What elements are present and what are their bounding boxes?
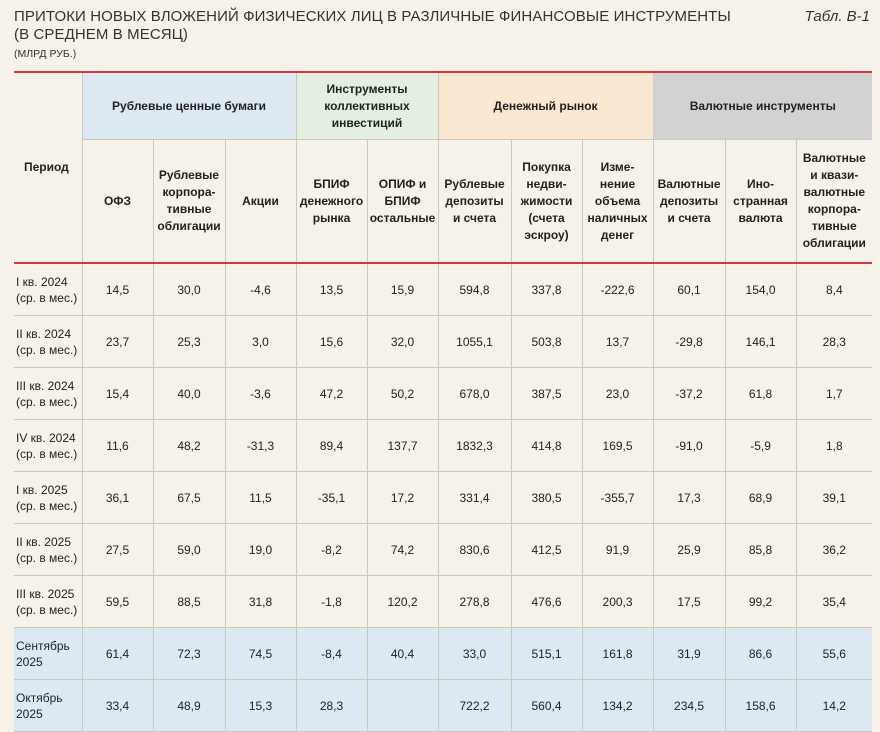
table-cell: 1832,3 xyxy=(438,420,511,472)
inflows-table xyxy=(14,71,872,732)
table-cell: 678,0 xyxy=(438,368,511,420)
row-period-line: I кв. 2024 xyxy=(16,274,68,289)
table-cell: -1,8 xyxy=(296,576,367,628)
table-cell: 15,6 xyxy=(296,316,367,368)
table-cell: 11,6 xyxy=(82,420,153,472)
table-cell: 61,8 xyxy=(725,368,796,420)
row-period-line: (ср. в мес.) xyxy=(16,394,78,409)
table-cell: -91,0 xyxy=(653,420,725,472)
group-collective-investments: Инструменты коллективных инвестиций xyxy=(296,72,438,140)
row-period-line: 2025 xyxy=(16,706,43,721)
table-row xyxy=(14,368,872,420)
col-header-ofz: ОФЗ xyxy=(82,140,153,264)
table-cell: 15,3 xyxy=(225,680,296,732)
table-cell: 154,0 xyxy=(725,263,796,316)
row-period xyxy=(14,524,82,576)
col-header-escrow: Покупка недви-жимости (счета эскроу) xyxy=(511,140,582,264)
table-row xyxy=(14,472,872,524)
row-period-line: (ср. в мес.) xyxy=(16,602,78,617)
table-body xyxy=(14,263,872,732)
table-cell: 31,8 xyxy=(225,576,296,628)
row-period-line: I кв. 2025 xyxy=(16,482,68,497)
table-cell: 36,1 xyxy=(82,472,153,524)
table-cell: -37,2 xyxy=(653,368,725,420)
table-cell: 23,7 xyxy=(82,316,153,368)
table-cell: 25,9 xyxy=(653,524,725,576)
group-ruble-securities: Рублевые ценные бумаги xyxy=(82,72,296,140)
table-cell: 414,8 xyxy=(511,420,582,472)
table-row xyxy=(14,680,872,732)
table-cell: 25,3 xyxy=(153,316,225,368)
table-cell: 13,7 xyxy=(582,316,653,368)
table-cell: 337,8 xyxy=(511,263,582,316)
table-cell: 1,7 xyxy=(796,368,872,420)
table-cell: 137,7 xyxy=(367,420,438,472)
table-title-line-2: (В СРЕДНЕМ В МЕСЯЦ) xyxy=(14,26,188,43)
table-cell: -29,8 xyxy=(653,316,725,368)
table-cell: -8,4 xyxy=(296,628,367,680)
row-period xyxy=(14,368,82,420)
table-cell: 169,5 xyxy=(582,420,653,472)
table-cell: 99,2 xyxy=(725,576,796,628)
table-cell: -5,9 xyxy=(725,420,796,472)
table-cell: 32,0 xyxy=(367,316,438,368)
table-row xyxy=(14,576,872,628)
row-period-line: IV кв. 2024 xyxy=(16,430,76,445)
group-money-market: Денежный рынок xyxy=(438,72,653,140)
table-cell: -35,1 xyxy=(296,472,367,524)
table-cell: 91,9 xyxy=(582,524,653,576)
table-cell: 200,3 xyxy=(582,576,653,628)
table-cell: 35,4 xyxy=(796,576,872,628)
table-cell: 8,4 xyxy=(796,263,872,316)
table-cell: 722,2 xyxy=(438,680,511,732)
table-cell: 161,8 xyxy=(582,628,653,680)
table-cell: 88,5 xyxy=(153,576,225,628)
table-cell: 31,9 xyxy=(653,628,725,680)
table-cell: 146,1 xyxy=(725,316,796,368)
table-cell: 120,2 xyxy=(367,576,438,628)
table-cell: 17,5 xyxy=(653,576,725,628)
row-period-line: (ср. в мес.) xyxy=(16,498,78,513)
table-cell: 59,0 xyxy=(153,524,225,576)
row-period-line: (ср. в мес.) xyxy=(16,290,78,305)
row-period-line: III кв. 2024 xyxy=(16,378,75,393)
table-cell: 33,4 xyxy=(82,680,153,732)
row-period-line: (ср. в мес.) xyxy=(16,342,78,357)
table-cell: 28,3 xyxy=(296,680,367,732)
table-cell: 476,6 xyxy=(511,576,582,628)
row-period-line: Сентябрь xyxy=(16,638,70,653)
table-cell: -31,3 xyxy=(225,420,296,472)
table-cell: 1055,1 xyxy=(438,316,511,368)
table-cell: 515,1 xyxy=(511,628,582,680)
row-period xyxy=(14,680,82,732)
table-cell: 86,6 xyxy=(725,628,796,680)
table-cell: 158,6 xyxy=(725,680,796,732)
table-cell: 59,5 xyxy=(82,576,153,628)
table-cell: 560,4 xyxy=(511,680,582,732)
table-row xyxy=(14,420,872,472)
table-cell: 48,9 xyxy=(153,680,225,732)
col-header-fx-corp-bonds: Валютные и квази-валютные корпора-тивные облигации xyxy=(796,140,872,264)
row-period xyxy=(14,420,82,472)
table-cell: 1,8 xyxy=(796,420,872,472)
table-cell: 19,0 xyxy=(225,524,296,576)
table-row xyxy=(14,316,872,368)
period-header: Период xyxy=(14,72,82,263)
table-cell: 74,2 xyxy=(367,524,438,576)
row-period-line: (ср. в мес.) xyxy=(16,550,78,565)
table-cell: 830,6 xyxy=(438,524,511,576)
row-period-line: III кв. 2025 xyxy=(16,586,75,601)
table-cell: 67,5 xyxy=(153,472,225,524)
table-title xyxy=(14,8,731,44)
col-header-bpif-money-market: БПИФ денежного рынка xyxy=(296,140,367,264)
row-period-line: 2025 xyxy=(16,654,43,669)
table-cell: 234,5 xyxy=(653,680,725,732)
table-cell: 61,4 xyxy=(82,628,153,680)
table-cell: 11,5 xyxy=(225,472,296,524)
col-header-cash-change: Изме-нение объема наличных денег xyxy=(582,140,653,264)
col-header-fx-deposits: Валютные депозиты и счета xyxy=(653,140,725,264)
table-cell: 23,0 xyxy=(582,368,653,420)
table-cell: 14,5 xyxy=(82,263,153,316)
table-cell: -355,7 xyxy=(582,472,653,524)
table-cell: 3,0 xyxy=(225,316,296,368)
table-number: Табл. В-1 xyxy=(804,8,870,25)
table-cell: 412,5 xyxy=(511,524,582,576)
table-cell: -4,6 xyxy=(225,263,296,316)
table-cell: 74,5 xyxy=(225,628,296,680)
table-cell: 134,2 xyxy=(582,680,653,732)
table-cell: 72,3 xyxy=(153,628,225,680)
table-cell: 40,4 xyxy=(367,628,438,680)
table-row xyxy=(14,524,872,576)
table-title-line-1: ПРИТОКИ НОВЫХ ВЛОЖЕНИЙ ФИЗИЧЕСКИХ ЛИЦ В РАЗЛИЧНЫЕ ФИНАНСОВЫЕ ИНСТРУМЕНТЫ xyxy=(14,8,731,25)
table-cell: 503,8 xyxy=(511,316,582,368)
table-cell: -3,6 xyxy=(225,368,296,420)
table-cell: 15,9 xyxy=(367,263,438,316)
col-header-stocks: Акции xyxy=(225,140,296,264)
row-period xyxy=(14,263,82,316)
table-cell: 30,0 xyxy=(153,263,225,316)
row-period xyxy=(14,316,82,368)
table-cell: 60,1 xyxy=(653,263,725,316)
table-cell xyxy=(367,680,438,732)
col-header-foreign-currency: Ино-странная валюта xyxy=(725,140,796,264)
table-cell: 14,2 xyxy=(796,680,872,732)
table-cell: 85,8 xyxy=(725,524,796,576)
table-cell: 40,0 xyxy=(153,368,225,420)
table-cell: 68,9 xyxy=(725,472,796,524)
table-cell: 33,0 xyxy=(438,628,511,680)
group-header-row xyxy=(14,72,872,140)
table-row xyxy=(14,263,872,316)
column-header-row xyxy=(14,140,872,264)
table-cell: 55,6 xyxy=(796,628,872,680)
table-cell: 47,2 xyxy=(296,368,367,420)
table-cell: 594,8 xyxy=(438,263,511,316)
row-period-line: II кв. 2025 xyxy=(16,534,71,549)
table-cell: 36,2 xyxy=(796,524,872,576)
table-cell: 15,4 xyxy=(82,368,153,420)
table-cell: 48,2 xyxy=(153,420,225,472)
table-cell: 28,3 xyxy=(796,316,872,368)
table-cell: -222,6 xyxy=(582,263,653,316)
table-cell: 331,4 xyxy=(438,472,511,524)
col-header-ruble-deposits: Рублевые депозиты и счета xyxy=(438,140,511,264)
group-fx-instruments: Валютные инструменты xyxy=(653,72,872,140)
table-row xyxy=(14,628,872,680)
table-cell: 27,5 xyxy=(82,524,153,576)
table-cell: 17,3 xyxy=(653,472,725,524)
table-cell: 387,5 xyxy=(511,368,582,420)
table-cell: -8,2 xyxy=(296,524,367,576)
row-period xyxy=(14,576,82,628)
row-period-line: Октябрь xyxy=(16,690,63,705)
units-label: (МЛРД РУБ.) xyxy=(14,48,77,60)
table-cell: 89,4 xyxy=(296,420,367,472)
col-header-opif-bpif-other: ОПИФ и БПИФ остальные xyxy=(367,140,438,264)
table-cell: 17,2 xyxy=(367,472,438,524)
table-cell: 50,2 xyxy=(367,368,438,420)
table-cell: 13,5 xyxy=(296,263,367,316)
row-period-line: II кв. 2024 xyxy=(16,326,71,341)
col-header-ruble-corp-bonds: Рублевые корпора-тивные облигации xyxy=(153,140,225,264)
table-cell: 380,5 xyxy=(511,472,582,524)
row-period-line: (ср. в мес.) xyxy=(16,446,78,461)
table-cell: 278,8 xyxy=(438,576,511,628)
row-period xyxy=(14,472,82,524)
table-cell: 39,1 xyxy=(796,472,872,524)
row-period xyxy=(14,628,82,680)
